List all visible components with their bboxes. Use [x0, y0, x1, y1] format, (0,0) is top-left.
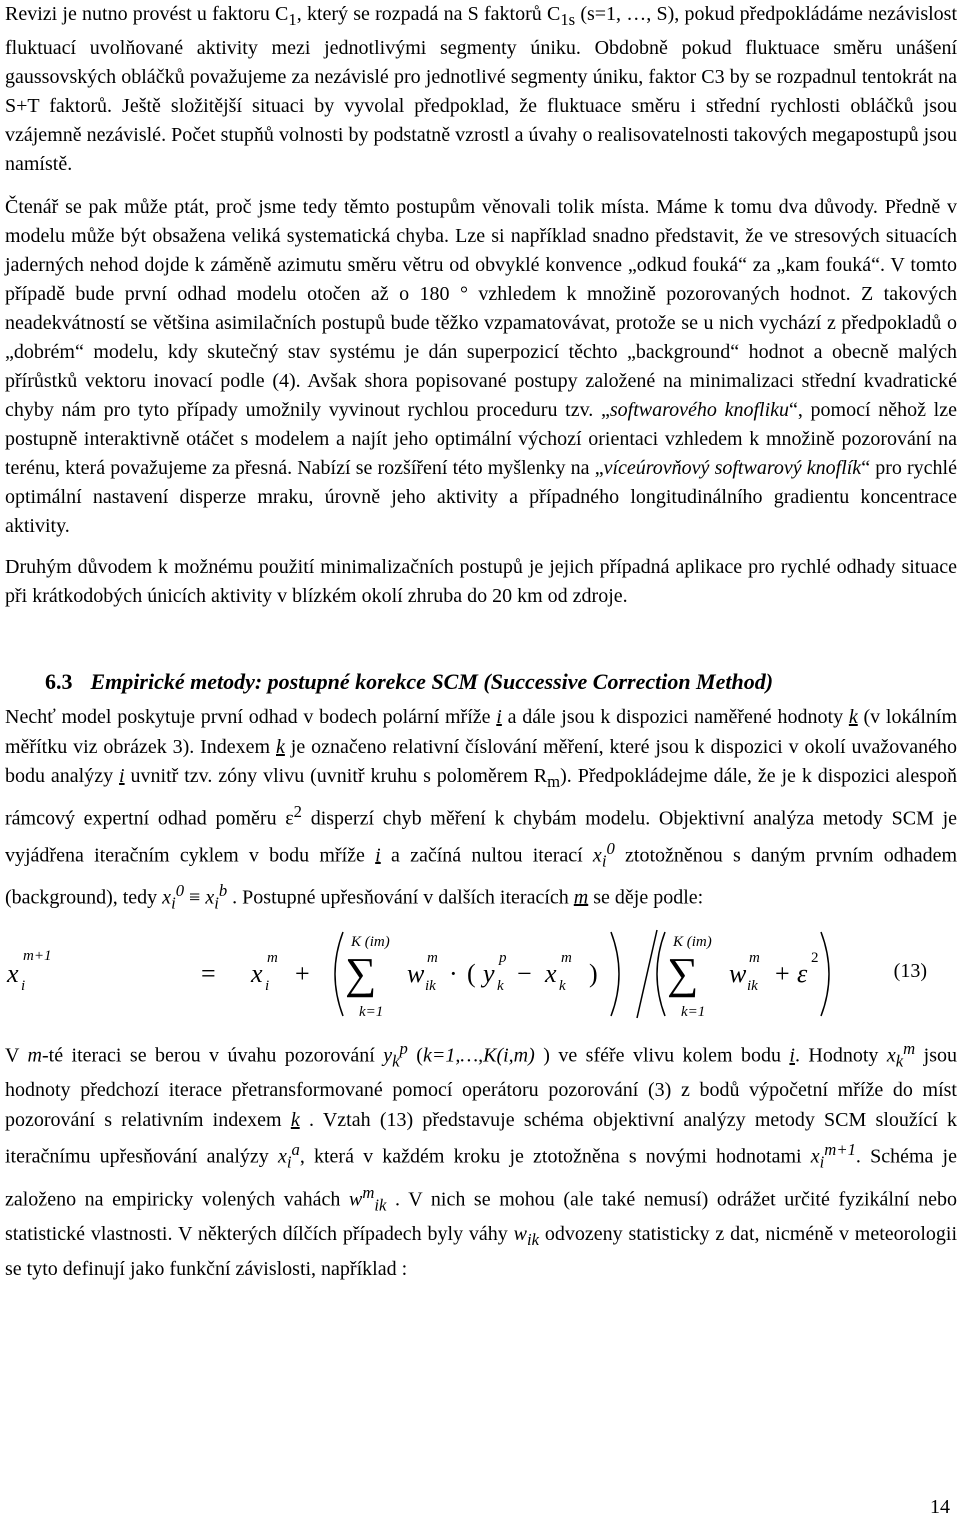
section-number: 6.3: [45, 669, 73, 694]
eq-paren-close: ): [589, 958, 598, 988]
eq-plus-2: +: [775, 958, 790, 988]
page-number: 14: [930, 1496, 950, 1518]
eq-xk: x: [545, 958, 557, 988]
sum-lower-2: k=1: [681, 1003, 706, 1020]
eq-rhs-sub: i: [265, 977, 270, 994]
section-title: Empirické metody: postupné korekce SCM (Successive Correction Method): [90, 669, 774, 694]
eq-rhs-sup: m: [267, 949, 278, 966]
paragraph-1: Revizi je nutno provést u faktoru $C_1$, který se rozpadá na S faktorů $C_{1s}$ (s=1, …, S), pokud předpokládáme nezávislost fluktuací uvolňované aktivity mezi jednotlivými segmenty úniku. Obdobně pokud fluktuace směru unášení gaussovských obláčků považujeme za nezávislé pro jednotlivé segmenty úniku, faktor C3 by se rozpadnul tentokrát na S+T faktorů. Ještě složitější situaci by vyvolal předpoklad, že fluktuace směru i střední rychlosti obláčků jsou vzájemně nezávislé. Počet stupňů volnosti by podstatně vzrostl a úvahy o realisovatelnosti takových megapostupů jsou namístě.: [5, 3, 958, 175]
eq-lhs-sub: i: [21, 977, 26, 994]
equation-13: [5, 924, 957, 1024]
eq-xk-sup: m: [561, 949, 572, 966]
division-slash: [637, 930, 657, 1018]
right-paren-close: [821, 932, 829, 1016]
eq-w-2: w: [729, 958, 747, 988]
eq-plus: +: [295, 958, 310, 988]
eq-w-sub-1: ik: [425, 977, 436, 994]
eq-dot: ·: [449, 958, 458, 988]
eq-w-sup-1: m: [427, 949, 438, 966]
sum-upper-1: K (im): [351, 933, 390, 950]
section-heading: [45, 667, 957, 697]
eq-xk-sub: k: [559, 977, 566, 994]
eq-epsilon: ε: [797, 958, 808, 988]
eq-minus: −: [517, 958, 532, 988]
document-page: [5, 0, 957, 1284]
sum-upper-2: K (im): [673, 933, 712, 950]
eq-y: y: [483, 958, 495, 988]
paragraph-3: Druhým důvodem k možnému použití minimalizačních postupů je jejich případná aplikace pro rychlé odhady situace při krátkodobých únicích aktivity v blízkém okolí zhruba do 20 km od zdroje.: [5, 556, 957, 607]
left-paren-close: [611, 932, 619, 1016]
equation-label: (13): [893, 959, 927, 982]
eq-y-sup: p: [499, 949, 507, 966]
sum-lower-1: k=1: [359, 1003, 384, 1020]
eq-w-1: w: [407, 958, 425, 988]
sum-symbol-2: ∑: [667, 948, 699, 998]
left-paren-open: [335, 932, 343, 1016]
eq-lhs-x: x: [7, 958, 19, 988]
eq-w-sub-2: ik: [747, 977, 758, 994]
paragraph-5: V m-té iteraci se berou v úvahu pozorování $y_k^p$ (k=1,…,K(i,m) ) ve sféře vlivu kolem bodu i. Hodnoty $x_k^m$ jsou hodnoty předchozí iterace přetransformované pomocí operátoru pozorování (3) z bodů výpočetní mříže do míst pozorování s relativním indexem k . Vztah (13) představuje schéma objektivní analýzy metody SCM sloužící k iteračnímu upřesňování analýzy $x_i^a$, která v každém kroku je ztotožněna s novými hodnotami $x_i^{m+1}$. Schéma je založeno na empiricky volených vahách $w^m_{ik}$ . V nich se mohou (ale také nemusí) odrážet určité fyzikální nebo statistické vlastnosti. V některých dílčích případech byly váhy $w_{ik}$ odvozeny statisticky z dat, nicméně v meteorologii se tyto definují jako funkční závislosti, například :: [5, 1038, 958, 1280]
eq-paren-open: (: [467, 958, 476, 988]
eq-w-sup-2: m: [749, 949, 760, 966]
equation-graphic: [5, 924, 905, 1024]
eq-epsilon-sup: 2: [811, 949, 819, 966]
eq-lhs-sup: m+1: [23, 947, 52, 964]
eq-y-sub: k: [497, 977, 504, 994]
paragraph-2: Čtenář se pak může ptát, proč jsme tedy těmto postupům věnovali tolik místa. Máme k tomu dva důvody. Předně v modelu může být obsažena veliká systematická chyba. Lze si například snadno představit, že ve stresových situacích jaderných nehod dojde k záměně azimutu směru větru od obvyklé konvence „odkud fouká“ za „kam fouká“. V tomto případě bude první odhad modelu otočen až o 180 ° vzhledem k množině pozorovaných hodnot. Z takových neadekvátností se většina asimilačních postupů bude těžko vzpamatovávat, protože se u nich vychází z předpokladů o „dobrém“ modelu, kdy skutečný stav systému je dán superpozicí těchto „background“ hodnot a obecně malých přírůstků vektoru inovací podle (4). Avšak shora popisované postupy založené na minimalizaci střední kvadratické chyby nám pro tyto případy umožnily vyvinout rychlou proceduru tzv. „softwarového knofliku“, pomocí něhož lze postupně interaktivně otáčet s modelem a najít jeho optimální výchozí orientaci vzhledem k množině pozorování na terénu, která považujeme za přesná. Nabízí se rozšíření této myšlenky na „víceúrovňový softwarový knoflík“ pro rychlé optimální nastavení disperze mraku, úrovně jeho aktivity a případného longitudinálního gradientu koncentrace aktivity.: [5, 196, 957, 537]
eq-rhs-x: x: [251, 958, 263, 988]
sum-symbol-1: ∑: [345, 948, 377, 998]
eq-equals: =: [201, 958, 216, 988]
right-paren-open: [657, 932, 665, 1016]
paragraph-4: Nechť model poskytuje první odhad v bodech polární mříže i a dále jsou k dispozici naměřené hodnoty k (v lokálním měřítku viz obrázek 3). Indexem k je označeno relativní číslování měření, které jsou k dispozici v okolí uvažovaného bodu analýzy i uvnitř tzv. zóny vlivu (uvnitř kruhu s poloměrem $R_m$). Předpokládejme dále, že je k dispozici alespoň rámcový expertní odhad poměru $\varepsilon^2$ disperzí chyb měření k chybám modelu. Objektivní analýza metody SCM je vyjádřena iteračním cyklem v bodu mříže i a začíná nultou iterací $x_i^0$ ztotožněnou s daným prvním odhadem (background), tedy $x_i^0 \equiv x_i^b$ . Postupné upřesňování v dalších iteracích m se děje podle:: [5, 706, 958, 913]
